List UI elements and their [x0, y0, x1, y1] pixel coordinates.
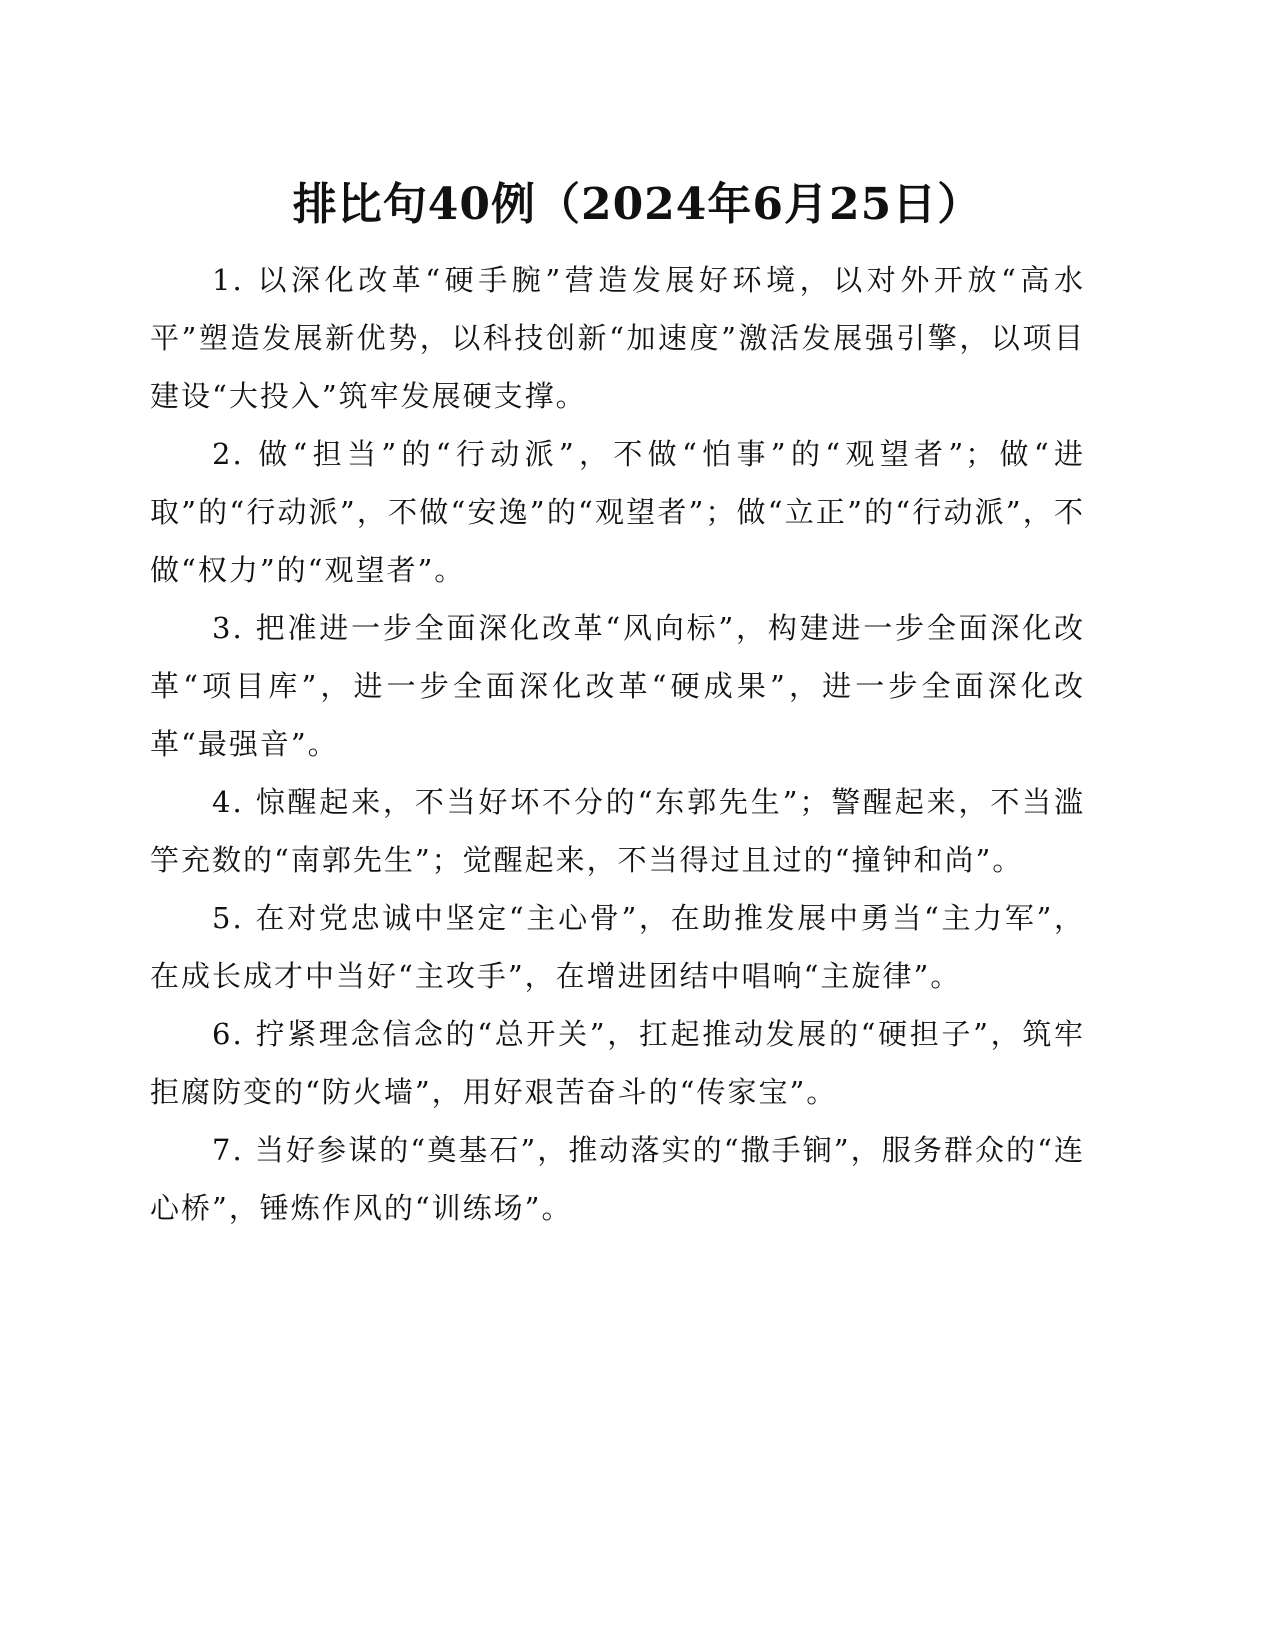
paragraph-6: 6. 拧紧理念信念的“总开关”，扛起推动发展的“硬担子”，筑牢拒腐防变的“防火墙”，用好艰苦奋斗的“传家宝”。: [150, 1017, 1085, 1109]
paragraph-7: 7. 当好参谋的“奠基石”，推动落实的“撒手锏”，服务群众的“连心桥”，锤炼作风的“训练场”。: [150, 1133, 1085, 1225]
paragraph-1: 1. 以深化改革“硬手腕”营造发展好环境，以对外开放“高水平”塑造发展新优势，以科技创新“加速度”激活发展强引擎，以项目建设“大投入”筑牢发展硬支撑。: [150, 263, 1085, 413]
paragraph-5: 5. 在对党忠诚中坚定“主心骨”，在助推发展中勇当“主力军”，在成长成才中当好“主攻手”，在增进团结中唱响“主旋律”。: [150, 901, 1085, 993]
document-title: 排比句40例（2024年6月25日）: [292, 179, 983, 230]
paragraph-3: 3. 把准进一步全面深化改革“风向标”，构建进一步全面深化改革“项目库”，进一步全面深化改革“硬成果”，进一步全面深化改革“最强音”。: [150, 611, 1085, 761]
paragraph-2: 2. 做“担当”的“行动派”，不做“怕事”的“观望者”；做“进取”的“行动派”，不做“安逸”的“观望者”；做“立正”的“行动派”，不做“权力”的“观望者”。: [150, 437, 1085, 587]
document-body: [150, 251, 1085, 1237]
paragraph-4: 4. 惊醒起来，不当好坏不分的“东郭先生”；警醒起来，不当滥竽充数的“南郭先生”；觉醒起来，不当得过且过的“撞钟和尚”。: [150, 785, 1085, 877]
